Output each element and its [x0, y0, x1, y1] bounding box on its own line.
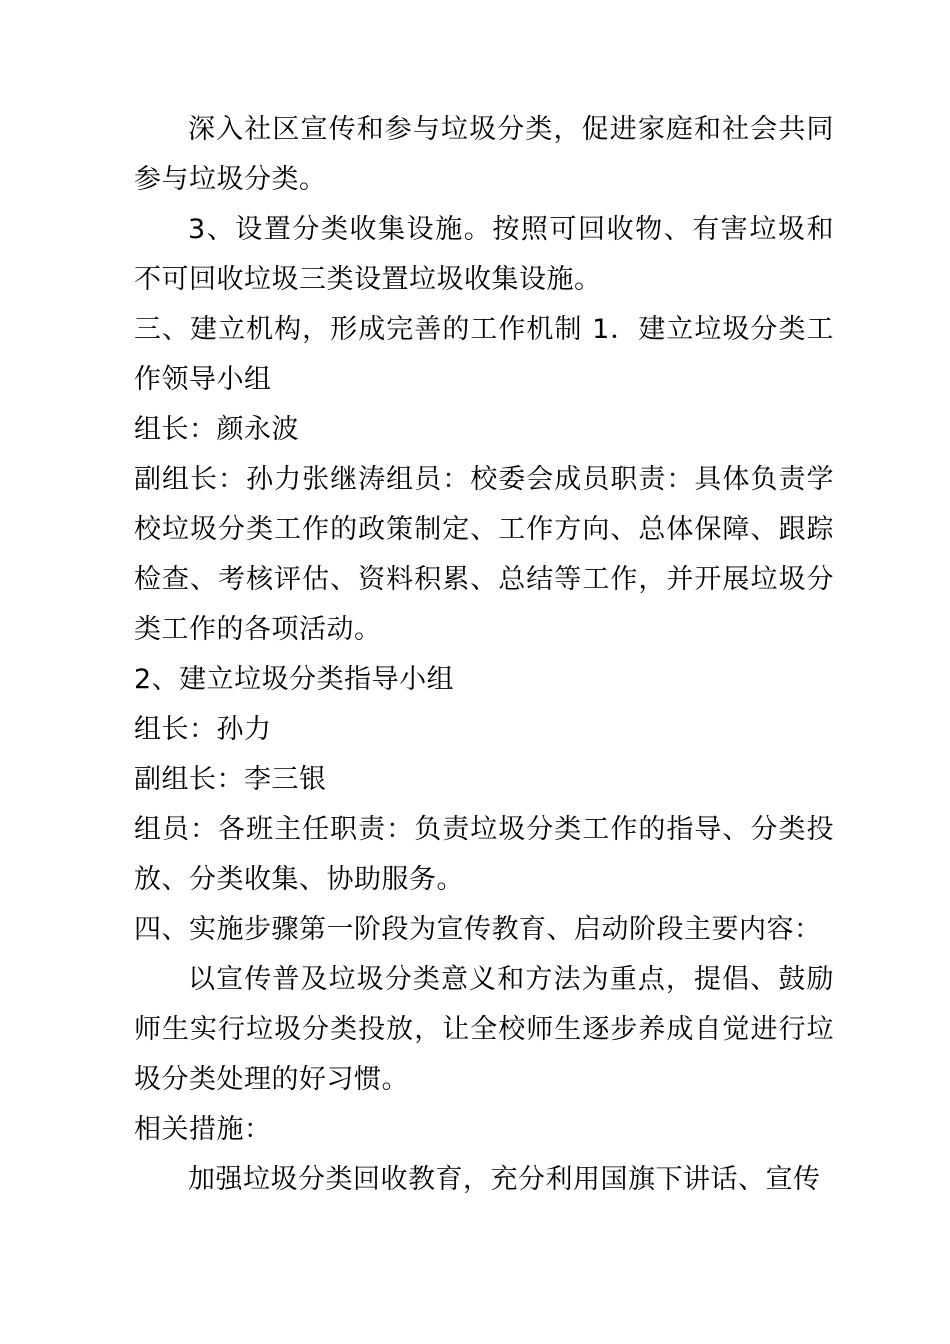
- paragraph-collection-facilities: 3、设置分类收集设施。按照可回收物、有害垃圾和不可回收垃圾三类设置垃圾收集设施。: [134, 214, 834, 295]
- heading-implementation-steps: 四、实施步骤第一阶段为宣传教育、启动阶段主要内容：: [134, 914, 822, 945]
- paragraph-education: 加强垃圾分类回收教育，充分利用国旗下讲话、宣传: [188, 1164, 821, 1195]
- paragraph-deputy-leader-2: 副组长：李三银: [134, 764, 327, 795]
- paragraph-promotion-focus: 以宣传普及垃圾分类意义和方法为重点，提倡、鼓励师生实行垃圾分类投放，让全校师生逐步养成自觉进行垃圾分类处理的好习惯。: [134, 964, 834, 1095]
- heading-establish-organization: 三、建立机构，形成完善的工作机制 1．建立垃圾分类工作领导小组: [134, 314, 834, 395]
- heading-guidance-group: 2、建立垃圾分类指导小组: [134, 664, 455, 695]
- paragraph-members-2: 组员：各班主任职责：负责垃圾分类工作的指导、分类投放、分类收集、协助服务。: [134, 814, 834, 895]
- paragraph-leader-1: 组长：颜永波: [134, 414, 299, 445]
- paragraph-deputy-leader-1: 副组长：孙力张继涛组员：校委会成员职责：具体负责学校垃圾分类工作的政策制定、工作方向、总体保障、跟踪检查、考核评估、资料积累、总结等工作，并开展垃圾分类工作的各项活动。: [134, 464, 834, 645]
- document-body: [134, 105, 834, 1205]
- paragraph-leader-2: 组长：孙力: [134, 714, 272, 745]
- heading-related-measures: 相关措施：: [134, 1114, 272, 1145]
- paragraph-community-promotion: 深入社区宣传和参与垃圾分类，促进家庭和社会共同参与垃圾分类。: [134, 114, 834, 195]
